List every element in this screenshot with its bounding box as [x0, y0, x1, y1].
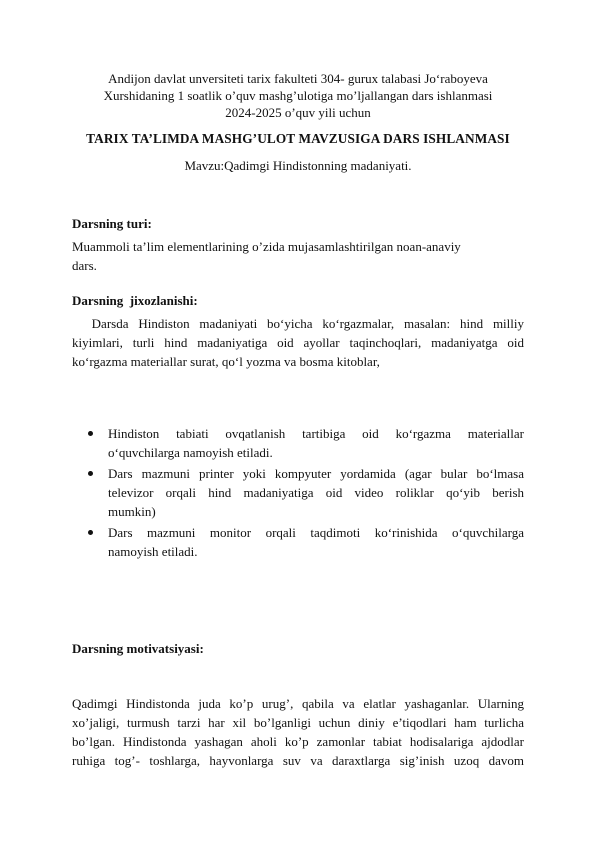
paragraph-line: dars. — [72, 258, 97, 273]
bullet-icon — [88, 530, 93, 535]
paragraph-line: bo’lgan. Hindistonda yashagan aholi ko’p zamonlar tabiat hodisalariga ajdodlar — [72, 734, 524, 749]
list-item-line: mumkin) — [108, 504, 156, 519]
section-heading-motivation: Darsning motivatsiyasi: — [72, 641, 204, 656]
list-item-line: Hindiston tabiati ovqatlanish tartibiga oid ko‘rgazma materiallar — [108, 426, 524, 441]
list-item-line: televizor orqali hind madaniyatiga oid video roliklar qo‘yib berish — [108, 485, 524, 500]
header-line-lesson-plan: Xurshidaning 1 soatlik o’quv mashg’ulotiga mo’ljallangan dars ishlanmasi — [103, 88, 493, 103]
document-header — [60, 70, 536, 121]
paragraph-line: Darsda Hindiston madaniyati bo‘yicha ko‘rgazmalar, masalan: hind milliy — [72, 316, 524, 331]
bullet-icon — [88, 431, 93, 436]
paragraph-line: ruhiga tog’- toshlarga, hayvonlarga suv va daraxtlarga sig’inish uzoq davom — [72, 753, 524, 768]
bullet-icon — [88, 471, 93, 476]
paragraph-motivation — [72, 694, 524, 770]
paragraph-line: ko‘rgazma materiallar surat, qo‘l yozma va bosma kitoblar, — [72, 354, 380, 369]
list-item-line: namoyish etiladi. — [108, 544, 198, 559]
paragraph-line: xo’jaligi, turmush tarzi har xil bo’lganligi uchun diniy e’tiqodlari ham turlicha — [72, 715, 524, 730]
equipment-bullet-list — [86, 424, 524, 563]
list-item-line: Dars mazmuni monitor orqali taqdimoti ko‘rinishida o‘quvchilarga — [108, 525, 524, 540]
lesson-topic: Mavzu:Qadimgi Hindistonning madaniyati. — [184, 158, 412, 173]
header-line-academic-year: 2024-2025 o’quv yili uchun — [225, 105, 371, 120]
list-item — [86, 523, 524, 561]
document-title: TARIX TA’LIMDA MASHG’ULOT MAVZUSIGA DARS ISHLANMASI — [86, 131, 510, 146]
header-line-university: Andijon davlat unversiteti tarix fakulteti 304- gurux talabasi Jo‘raboyeva — [108, 71, 488, 86]
paragraph-line: Qadimgi Hindistonda juda ko’p urug’, qabila va elatlar yashaganlar. Ularning — [72, 696, 524, 711]
list-item — [86, 424, 524, 462]
list-item-line: Dars mazmuni printer yoki kompyuter yordamida (agar bular bo‘lmasa — [108, 466, 524, 481]
list-item — [86, 464, 524, 521]
section-heading-equipment: Darsning jixozlanishi: — [72, 293, 198, 308]
paragraph-equipment — [72, 314, 524, 371]
list-item-line: o‘quvchilarga namoyish etiladi. — [108, 445, 273, 460]
paragraph-lesson-type — [72, 237, 524, 275]
paragraph-line: Muammoli ta’lim elementlarining o’zida mujasamlashtirilgan noan-anaviy — [72, 239, 461, 254]
section-heading-lesson-type: Darsning turi: — [72, 216, 152, 231]
paragraph-line: kiyimlari, turli hind madaniyatiga oid ayollar taqinchoqlari, madaniyatga oid — [72, 335, 524, 350]
